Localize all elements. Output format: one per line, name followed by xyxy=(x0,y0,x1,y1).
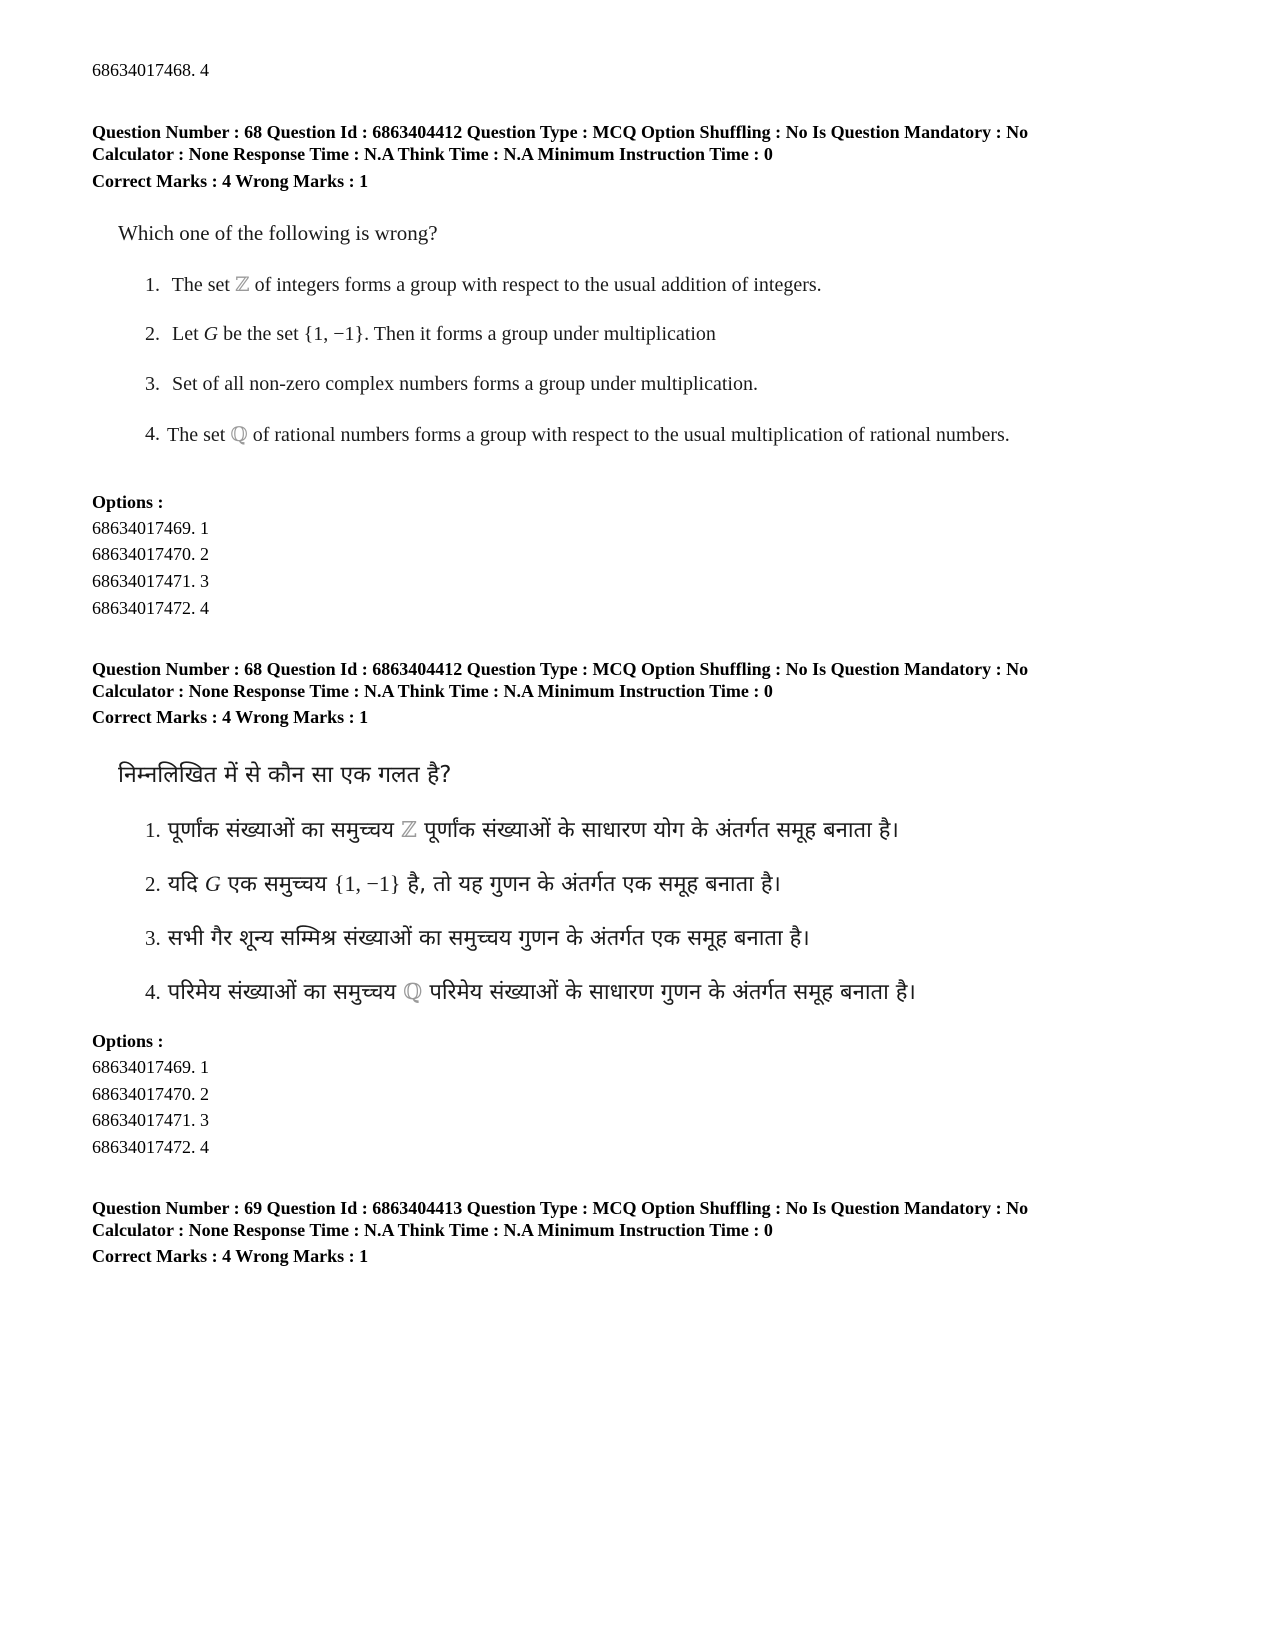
item-number: 4. xyxy=(145,980,161,1004)
item-text-post: परिमेय संख्याओं के साधारण गुणन के अंतर्गत समूह बनाता है। xyxy=(422,980,916,1005)
question-meta-line-2: Calculator : None Response Time : N.A Think Time : N.A Minimum Instruction Time : 0 xyxy=(92,1220,773,1240)
item-text-pre: The set xyxy=(171,274,235,296)
item-text-post: . Then it forms a group under multiplication xyxy=(364,323,716,345)
item-text: सभी गैर शून्य सम्मिश्र संख्याओं का समुच्चय गुणन के अंतर्गत एक समूह बनाता है। xyxy=(167,926,810,951)
question-item-2 xyxy=(145,869,781,900)
item-text-post: of integers forms a group with respect to the usual addition of integers. xyxy=(249,274,822,296)
options-label: Options : xyxy=(92,492,164,512)
option-line: 68634017470. 2 xyxy=(92,544,209,564)
item-number: 2. xyxy=(145,872,161,896)
question-item-1 xyxy=(145,815,899,846)
question-marks: Correct Marks : 4 Wrong Marks : 1 xyxy=(92,171,369,191)
question-text: निम्नलिखित में से कौन सा एक गलत है? xyxy=(118,762,452,788)
question-item-1 xyxy=(145,270,822,299)
item-number: 2. xyxy=(145,323,160,345)
item-text-pre: परिमेय संख्याओं का समुच्चय xyxy=(167,980,404,1005)
question-meta-line-1: Question Number : 68 Question Id : 6863404412 Question Type : MCQ Option Shuffling : No Is Question Mandatory : No xyxy=(92,122,1029,142)
item-text-pre: यदि xyxy=(167,872,205,897)
group-variable: G xyxy=(204,871,221,896)
question-item-4 xyxy=(145,420,1067,449)
item-number: 1. xyxy=(145,274,160,296)
previous-option-line: 68634017468. 4 xyxy=(92,60,209,80)
item-text-post: पूर्णांक संख्याओं के साधारण योग के अंतर्गत समूह बनाता है। xyxy=(417,818,899,843)
item-text-pre: The set xyxy=(167,424,231,446)
item-text-post: of rational numbers forms a group with respect to the usual multiplication of rational numbers. xyxy=(247,424,1010,446)
question-meta-line-2: Calculator : None Response Time : N.A Think Time : N.A Minimum Instruction Time : 0 xyxy=(92,681,773,701)
question-marks: Correct Marks : 4 Wrong Marks : 1 xyxy=(92,1246,369,1266)
question-meta-line-1: Question Number : 69 Question Id : 6863404413 Question Type : MCQ Option Shuffling : No Is Question Mandatory : No xyxy=(92,1198,1029,1218)
options-label: Options : xyxy=(92,1031,164,1051)
item-text-mid: एक समुच्चय xyxy=(220,872,334,897)
question-text: Which one of the following is wrong? xyxy=(118,221,438,245)
item-number: 3. xyxy=(145,926,161,950)
option-line: 68634017469. 1 xyxy=(92,1057,209,1077)
option-line: 68634017471. 3 xyxy=(92,571,209,591)
item-text-pre: Let xyxy=(172,323,204,345)
rationals-symbol: ℚ xyxy=(230,422,248,446)
set-notation: {1, −1} xyxy=(303,323,365,345)
question-item-3 xyxy=(145,370,758,398)
integers-symbol: ℤ xyxy=(234,272,250,296)
option-line: 68634017472. 4 xyxy=(92,598,209,618)
question-item-3 xyxy=(145,923,810,954)
option-line: 68634017470. 2 xyxy=(92,1084,209,1104)
item-text: Set of all non-zero complex numbers forms a group under multiplication. xyxy=(172,373,758,395)
option-line: 68634017471. 3 xyxy=(92,1110,209,1130)
item-number: 1. xyxy=(145,818,161,842)
option-line: 68634017472. 4 xyxy=(92,1137,209,1157)
question-item-4 xyxy=(145,977,916,1008)
integers-symbol: ℤ xyxy=(401,818,418,843)
group-variable: G xyxy=(203,323,219,345)
question-meta-line-2: Calculator : None Response Time : N.A Think Time : N.A Minimum Instruction Time : 0 xyxy=(92,144,773,164)
item-text-post: है, तो यह गुणन के अंतर्गत एक समूह बनाता है। xyxy=(400,872,781,897)
item-number: 4. xyxy=(145,423,160,445)
item-number: 3. xyxy=(145,373,160,395)
question-item-2 xyxy=(145,320,716,348)
question-marks: Correct Marks : 4 Wrong Marks : 1 xyxy=(92,707,369,727)
item-text-mid: be the set xyxy=(218,323,304,345)
item-text-pre: पूर्णांक संख्याओं का समुच्चय xyxy=(167,818,402,843)
question-meta-line-1: Question Number : 68 Question Id : 6863404412 Question Type : MCQ Option Shuffling : No Is Question Mandatory : No xyxy=(92,659,1029,679)
rationals-symbol: ℚ xyxy=(403,980,423,1005)
set-notation: {1, −1} xyxy=(333,871,401,896)
option-line: 68634017469. 1 xyxy=(92,518,209,538)
